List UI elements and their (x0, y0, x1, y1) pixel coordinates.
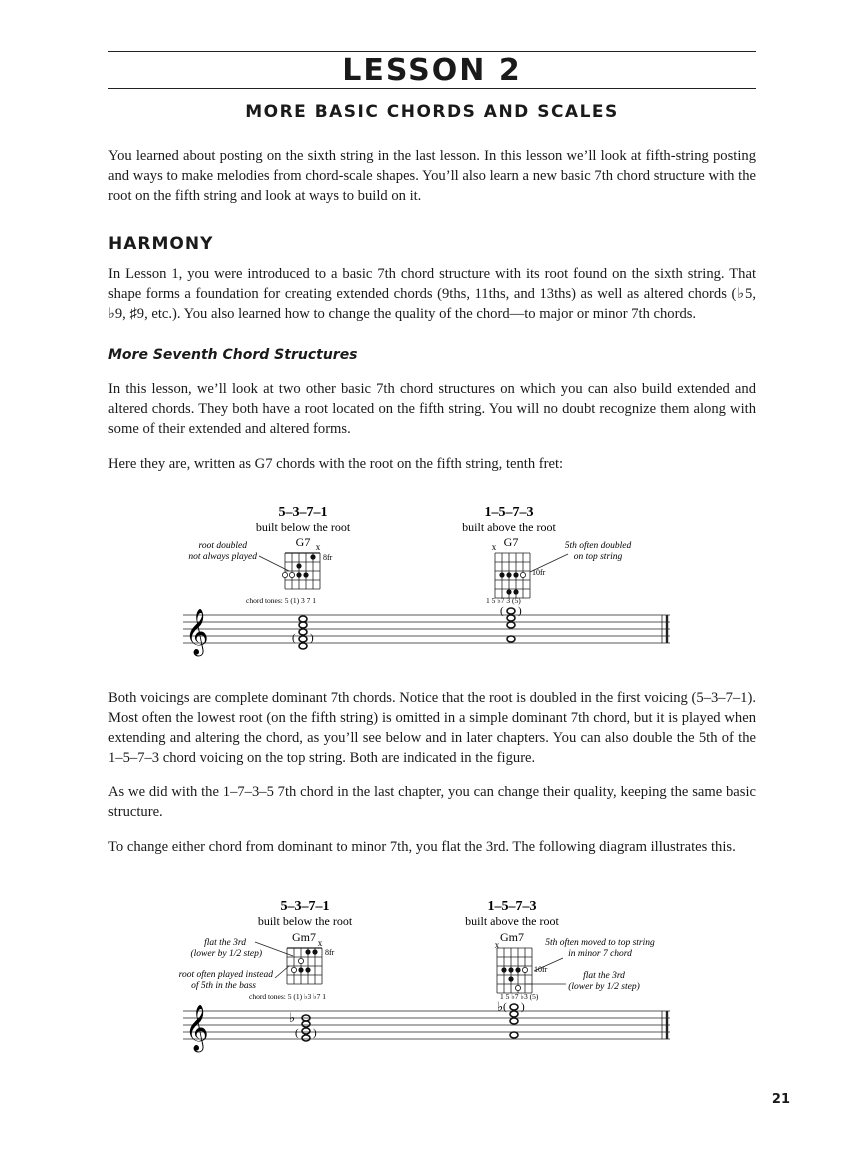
fig1-left-dot (296, 563, 301, 568)
fig2-right-dot (508, 976, 513, 981)
fig2-right-note2-line2: (lower by 1/2 step) (568, 982, 640, 992)
fig1-right-dot (520, 572, 525, 577)
svg-text:♭: ♭ (497, 999, 504, 1014)
fig1-right-dot (513, 572, 518, 577)
fig2-left-chord-tones: chord tones: 5 (1) ♭3 ♭7 1 (249, 992, 327, 1001)
fig2-right-dot (522, 967, 527, 972)
fig1-right-mute-x: x (491, 542, 497, 552)
fig2-left-fret-label: 8fr (325, 948, 335, 957)
fig1-left-chord-name: G7 (295, 535, 311, 549)
svg-text:): ) (521, 1001, 525, 1013)
fig1-left-subtitle: built below the root (255, 520, 351, 534)
lesson-subtitle: MORE BASIC CHORDS AND SCALES (245, 102, 619, 122)
fig1-left-chord-tones: chord tones: 5 (1) 3 7 1 (246, 596, 316, 605)
fig2-left-title: 5–3–7–1 (280, 899, 330, 914)
figure-gm7-voicings (0, 893, 864, 1058)
fig2-right-chord-tones: 1 5 ♭7 ♭3 (5) (500, 992, 539, 1001)
fig1-left-dot (282, 572, 287, 577)
fig1-left-title: 5–3–7–1 (278, 505, 328, 520)
svg-text:♭: ♭ (289, 1010, 296, 1025)
svg-text:(: ( (295, 1027, 299, 1039)
fig1-left-notes (299, 616, 307, 649)
svg-text:): ) (518, 605, 522, 617)
fig2-right-dot (501, 967, 506, 972)
fig1-right-dot (513, 589, 518, 594)
fig1-left-note-line2: not always played (188, 552, 257, 562)
fig2-right-fret-label: 10fr (534, 965, 548, 974)
fig1-treble-clef: 𝄞 (185, 609, 209, 654)
fig2-left-dot (298, 967, 303, 972)
fig1-right-subtitle: built above the root (462, 520, 556, 534)
fig2-staff (183, 1011, 670, 1039)
fig2-right-chord-name: Gm7 (500, 930, 524, 944)
svg-text:): ) (310, 632, 314, 644)
fig2-left-chord-name: Gm7 (292, 930, 316, 944)
fig2-treble-clef: 𝄞 (185, 1005, 209, 1050)
title-rule (108, 88, 756, 89)
fig2-right-dot (515, 967, 520, 972)
fig2-left-note1-line1: flat the 3rd (204, 938, 246, 948)
fig1-left-fret-label: 8fr (323, 553, 333, 562)
page-number: 21 (771, 1092, 790, 1107)
fig2-right-note1-line2: in minor 7 chord (568, 949, 632, 959)
fig1-left-dot (310, 554, 315, 559)
fig2-right-note1-line1: 5th often moved to top string (545, 938, 655, 948)
fig2-right-title: 1–5–7–3 (487, 899, 537, 914)
fig2-left-mute-x: x (317, 938, 323, 948)
quality-paragraph: As we did with the 1–7–3–5 7th chord in the last chapter, you can change their quality, keeping the same basic structure. (108, 784, 756, 820)
fig1-right-notes (507, 608, 515, 642)
svg-text:(: ( (292, 632, 296, 644)
fig2-right-subtitle: built above the root (465, 914, 559, 928)
harmony-paragraph: In Lesson 1, you were introduced to a basic 7th chord structure with its root found on the sixth string. That shape forms a foundation for creating extended chords (9ths, 11ths, and 13ths) as well as altered chords (♭5, ♭9, ♯9, etc.). You also learned how to change the quality of the chord—to major or minor 7th chords. (108, 266, 756, 322)
fig2-left-dot (312, 949, 317, 954)
fig2-left-dot (298, 958, 303, 963)
fig1-right-note-line1: 5th often doubled (564, 541, 632, 551)
subheading-seventh-chords: More Seventh Chord Structures (108, 347, 358, 363)
fig2-left-dot (305, 949, 310, 954)
intro-paragraph: You learned about posting on the sixth string in the last lesson. In this lesson we’ll look at fifth-string posting and ways to make melodies from chord-scale shapes. You’ll also learn a new basic 7th chord structure with the root on the fifth string and look at ways to build on it. (108, 148, 756, 204)
structures-paragraph: In this lesson, we’ll look at two other basic 7th chord structures on which you can also build extended and altered chords. They both have a root located on the fifth string. You will no doubt recognize them along with some of their extended and altered forms. (108, 381, 756, 437)
fig2-right-notes (510, 1004, 518, 1038)
fig1-left-mute-x: x (315, 542, 321, 552)
voicings-paragraph: Both voicings are complete dominant 7th chords. Notice that the root is doubled in the first voicing (5–3–7–1). Most often the lowest root (on the fifth string) is omitted in a simple dominant 7th chord, but it is played when extending and altering the chord, as you’ll see below and in later chapters. You can also double the 5th of the 1–5–7–3 chord voicing on the top string. Both are indicated in the figure. (108, 690, 756, 766)
fig1-right-dot (499, 572, 504, 577)
fig1-right-title: 1–5–7–3 (484, 505, 534, 520)
fig2-left-note1-line2: (lower by 1/2 step) (190, 949, 262, 959)
fig1-right-note-line2: on top string (573, 552, 623, 562)
fig1-left-dot (303, 572, 308, 577)
fig1-left-dot (296, 572, 301, 577)
figure-g7-voicings (0, 500, 864, 665)
fig1-left-dot (289, 572, 294, 577)
top-rule (108, 51, 756, 52)
fig2-left-dot (305, 967, 310, 972)
fig2-left-dot (291, 967, 296, 972)
fig2-left-notes (302, 1015, 310, 1041)
svg-text:(: ( (503, 1001, 507, 1013)
fig2-right-dot (508, 967, 513, 972)
fig2-right-mute-x: x (494, 940, 500, 950)
fig2-right-dot (515, 985, 520, 990)
section-heading-harmony: HARMONY (108, 234, 214, 254)
fig1-right-dot (506, 572, 511, 577)
g7-intro-paragraph: Here they are, written as G7 chords with the root on the fifth string, tenth fret: (108, 456, 564, 472)
lesson-title: LESSON 2 (342, 53, 522, 88)
fig2-left-subtitle: built below the root (257, 914, 353, 928)
svg-text:): ) (313, 1027, 317, 1039)
fig1-right-chord-name: G7 (503, 535, 519, 549)
fig2-left-note2-line2: of 5th in the bass (191, 981, 256, 991)
fig1-right-fret-label: 10fr (532, 568, 546, 577)
svg-text:(: ( (500, 605, 504, 617)
minor-paragraph: To change either chord from dominant to minor 7th, you flat the 3rd. The following diagram illustrates this. (108, 839, 736, 855)
fig2-left-note2-line1: root often played instead (178, 970, 273, 980)
fig1-right-chord-tones: 1 5 ♭7 3 (5) (486, 596, 521, 605)
fig1-left-note-line1: root doubled (198, 541, 247, 551)
fig2-right-note2-line1: flat the 3rd (583, 971, 625, 981)
fig1-staff (183, 615, 670, 643)
fig1-right-dot (506, 589, 511, 594)
